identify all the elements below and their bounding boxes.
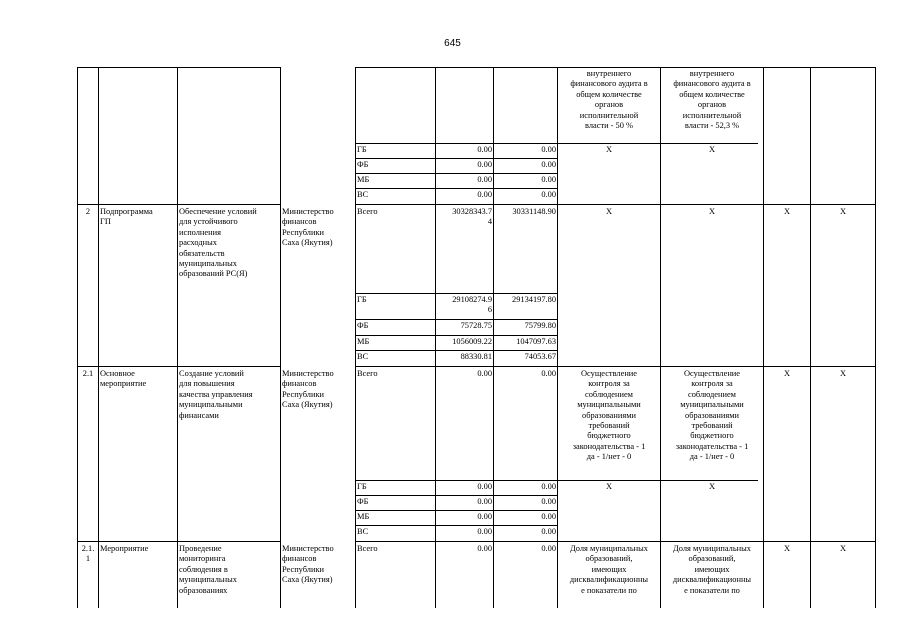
table-border	[355, 319, 557, 320]
value-cell: 1047097.63	[516, 337, 556, 346]
table-border	[355, 335, 557, 336]
table-border	[355, 480, 758, 481]
target-cell: Доля муниципальных образований, имеющих дисквалификационны е показатели по	[672, 544, 752, 595]
target-cell: Х	[708, 207, 716, 216]
x-cell: Х	[783, 207, 791, 216]
table-border	[355, 366, 876, 367]
value-cell: 29108274.9 6	[452, 295, 492, 315]
source-cell: МБ	[357, 175, 370, 184]
target-cell: Х	[708, 145, 716, 154]
value-cell: 0.00	[477, 175, 492, 184]
row-number: 2	[85, 207, 91, 216]
value-cell: 0.00	[541, 369, 556, 378]
target-cell: Х	[605, 207, 613, 216]
value-cell: 0.00	[541, 145, 556, 154]
source-cell: ФБ	[357, 497, 369, 506]
page-number: 645	[444, 38, 461, 49]
table-border	[355, 510, 557, 511]
source-cell: МБ	[357, 512, 370, 521]
table-border	[355, 495, 557, 496]
value-cell: 29134197.80	[512, 295, 556, 304]
value-cell: 0.00	[541, 175, 556, 184]
source-cell: ГБ	[357, 482, 367, 491]
row-name: Проведение мониторинга соблюдения в муниципальных образованиях	[179, 544, 237, 595]
table-border	[77, 541, 281, 542]
table-border	[810, 67, 811, 608]
value-cell: 0.00	[541, 544, 556, 553]
x-cell: Х	[839, 544, 847, 553]
target-2024-cell: внутреннего финансового аудита в общем количестве органов исполнительной власти - 52,3 %	[673, 69, 751, 131]
source-cell: ГБ	[357, 145, 367, 154]
source-cell: ФБ	[357, 160, 369, 169]
value-cell: 0.00	[541, 527, 556, 536]
value-cell: 0.00	[477, 145, 492, 154]
target-cell: Х	[708, 482, 716, 491]
source-cell: Всего	[357, 207, 378, 216]
target-cell: Х	[605, 482, 613, 491]
table-border	[355, 350, 557, 351]
table-border	[355, 188, 557, 189]
row-type: Мероприятие	[100, 544, 149, 553]
table-border	[355, 525, 557, 526]
value-cell: 75728.75	[460, 321, 492, 330]
source-cell: ФБ	[357, 321, 369, 330]
source-cell: ВС	[357, 352, 369, 361]
value-cell: 30328343.7 4	[452, 207, 492, 227]
table-border	[280, 67, 281, 608]
row-type: Подпрограмма ГП	[100, 207, 153, 227]
value-cell: 0.00	[477, 512, 492, 521]
value-cell: 0.00	[477, 160, 492, 169]
row-executor: Министерство финансов Республики Саха (Якутия)	[282, 544, 334, 585]
value-cell: 0.00	[477, 527, 492, 536]
target-cell: Доля муниципальных образований, имеющих дисквалификационны е показатели по	[569, 544, 649, 595]
value-cell: 0.00	[541, 160, 556, 169]
value-cell: 0.00	[477, 190, 492, 199]
table-border	[355, 143, 758, 144]
table-border	[77, 366, 281, 367]
target-cell: Осуществление контроля за соблюдением муниципальными образованиями требований бюджетного законодательства - 1 да - 1/нет - 0	[572, 369, 646, 462]
target-cell: Х	[605, 145, 613, 154]
row-type: Основное мероприятие	[100, 369, 147, 389]
table-border	[77, 67, 281, 68]
target-2023-cell: внутреннего финансового аудита в общем количестве органов исполнительной власти - 50 %	[570, 69, 648, 131]
table-border	[98, 67, 99, 608]
value-cell: 30331148.90	[512, 207, 556, 216]
table-border	[355, 67, 876, 68]
source-cell: МБ	[357, 337, 370, 346]
table-border	[355, 204, 876, 205]
value-cell: 75799.80	[524, 321, 556, 330]
source-cell: ВС	[357, 190, 369, 199]
table-border	[77, 204, 281, 205]
table-border	[355, 67, 356, 608]
table-border	[177, 67, 178, 608]
row-number: 2.1	[82, 369, 94, 378]
source-cell: ГБ	[357, 295, 367, 304]
table-border	[355, 158, 557, 159]
value-cell: 0.00	[541, 482, 556, 491]
target-cell: Осуществление контроля за соблюдением муниципальными образованиями требований бюджетного законодательства - 1 да - 1/нет - 0	[675, 369, 749, 462]
table-border	[355, 173, 557, 174]
value-cell: 0.00	[541, 512, 556, 521]
row-executor: Министерство финансов Республики Саха (Якутия)	[282, 369, 334, 410]
table-border	[77, 67, 78, 608]
table-border	[355, 541, 876, 542]
row-name: Обеспечение условий для устойчивого исполнения расходных обязательств муниципальных образований РС(Я)	[179, 207, 257, 279]
value-cell: 0.00	[477, 369, 492, 378]
value-cell: 0.00	[477, 497, 492, 506]
table-border	[875, 67, 876, 608]
table-border	[763, 67, 764, 608]
source-cell: ВС	[357, 527, 369, 536]
value-cell: 0.00	[541, 190, 556, 199]
x-cell: Х	[783, 369, 791, 378]
value-cell: 88330.81	[460, 352, 492, 361]
value-cell: 1056009.22	[452, 337, 492, 346]
row-executor: Министерство финансов Республики Саха (Якутия)	[282, 207, 334, 248]
row-number: 2.1. 1	[81, 544, 95, 564]
x-cell: Х	[783, 544, 791, 553]
value-cell: 0.00	[477, 482, 492, 491]
value-cell: 0.00	[541, 497, 556, 506]
source-cell: Всего	[357, 544, 378, 553]
value-cell: 74053.67	[524, 352, 556, 361]
row-name: Создание условий для повышения качества управления муниципальными финансами	[179, 369, 253, 420]
table-border	[355, 293, 557, 294]
x-cell: Х	[839, 207, 847, 216]
x-cell: Х	[839, 369, 847, 378]
value-cell: 0.00	[477, 544, 492, 553]
source-cell: Всего	[357, 369, 378, 378]
